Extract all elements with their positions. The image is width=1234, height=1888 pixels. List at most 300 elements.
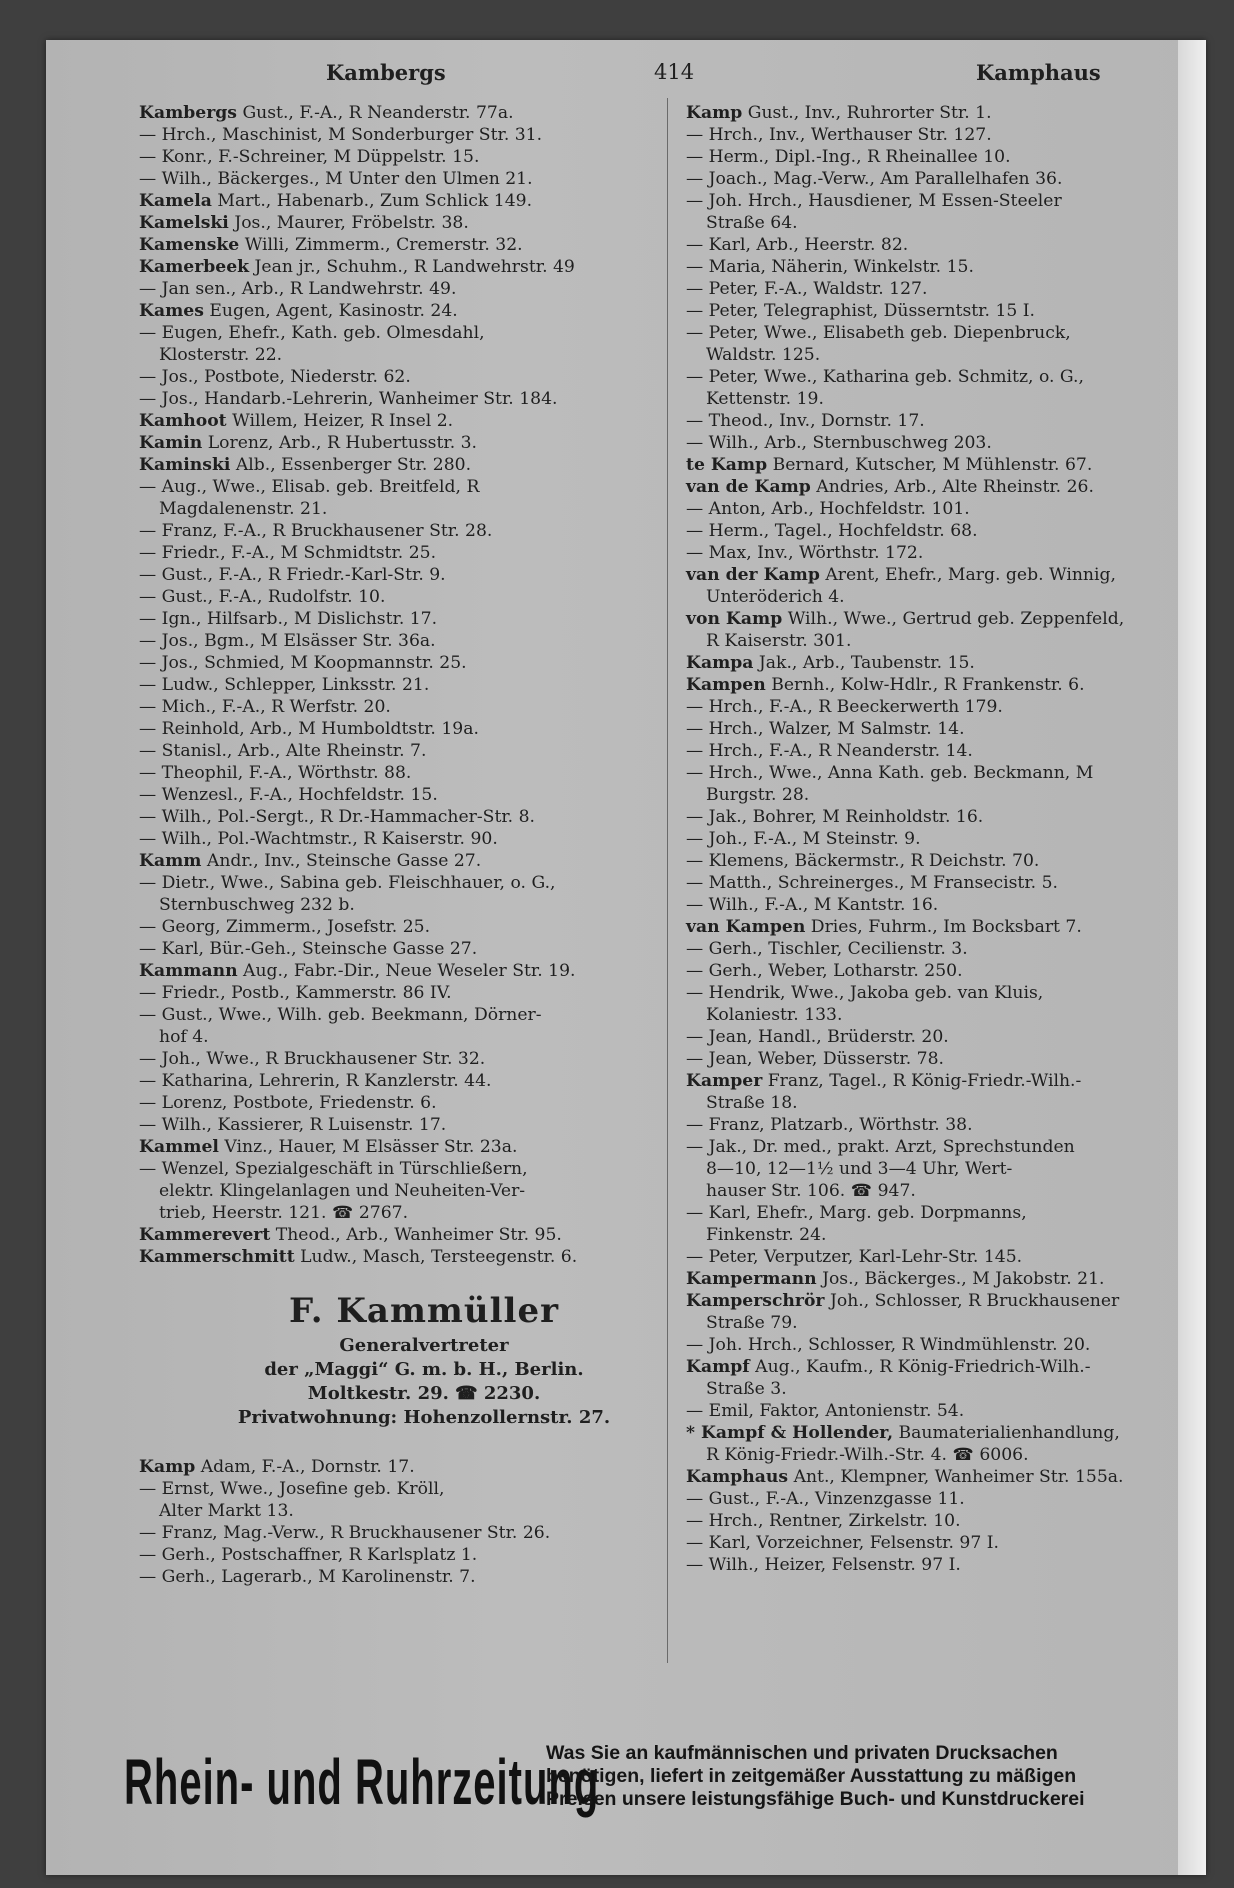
entry-details: — Hrch., Walzer, M Salmstr. 14. — [686, 719, 965, 739]
page-number: 414 — [654, 60, 695, 84]
entry-details: Theod., Arb., Wanheimer Str. 95. — [275, 1225, 562, 1245]
entry-details: — Max, Inv., Wörthstr. 172. — [686, 543, 924, 563]
directory-entry — [139, 674, 709, 696]
entry-surname: Kammerevert — [139, 1225, 271, 1245]
entry-details: Gust., F.-A., R Neanderstr. 77a. — [242, 103, 514, 123]
directory-entry — [139, 520, 709, 542]
entry-details: Sternbuschweg 232 b. — [159, 895, 355, 915]
entry-details: — Peter, Wwe., Elisabeth geb. Diepenbruck, — [686, 323, 1071, 343]
directory-entry — [139, 784, 709, 806]
entry-details: — Klemens, Bäckermstr., R Deichstr. 70. — [686, 851, 1040, 871]
directory-entry — [686, 1466, 1206, 1488]
directory-entry — [139, 740, 709, 762]
entry-details: — Theod., Inv., Dornstr. 17. — [686, 411, 925, 431]
entry-details: — Franz, Platzarb., Wörthstr. 38. — [686, 1115, 973, 1135]
entry-surname: Kamela — [139, 191, 212, 211]
entry-details: — Herm., Tagel., Hochfeldstr. 68. — [686, 521, 978, 541]
directory-entry — [139, 498, 709, 520]
entry-details: — Ign., Hilfsarb., M Dislichstr. 17. — [139, 609, 438, 629]
directory-entry — [686, 1268, 1206, 1290]
entry-details: — Karl, Arb., Heerstr. 82. — [686, 235, 909, 255]
directory-entry — [139, 1522, 709, 1544]
footer-newspaper-title: Rhein- und Ruhrzeitung — [124, 1748, 600, 1819]
directory-entry — [686, 762, 1206, 784]
entry-details: — Georg, Zimmerm., Josefstr. 25. — [139, 917, 431, 937]
entry-surname: Kamper — [686, 1071, 763, 1091]
directory-entry — [686, 190, 1206, 212]
directory-entry — [139, 1456, 709, 1478]
directory-entry — [686, 1136, 1206, 1158]
entry-surname: von Kamp — [686, 609, 783, 629]
entry-details: Bernh., Kolw-Hdlr., R Frankenstr. 6. — [771, 675, 1085, 695]
entry-details: — Franz, Mag.-Verw., R Bruckhausener Str. 26. — [139, 1523, 551, 1543]
directory-entry — [139, 608, 709, 630]
entry-details: Straße 79. — [706, 1313, 798, 1333]
advertisement — [139, 1288, 709, 1430]
entry-details: — Reinhold, Arb., M Humboldtstr. 19a. — [139, 719, 479, 739]
directory-entry — [686, 828, 1206, 850]
entry-surname: Kammann — [139, 961, 238, 981]
entry-details: — Wilh., Pol.-Wachtmstr., R Kaiserstr. 90. — [139, 829, 498, 849]
entry-details: — Gerh., Tischler, Cecilienstr. 3. — [686, 939, 968, 959]
entry-details: Kettenstr. 19. — [706, 389, 824, 409]
footer-line-2: benötigen, liefert in zeitgemäßer Ausstattung zu mäßigen — [546, 1765, 1077, 1787]
entry-details: — Katharina, Lehrerin, R Kanzlerstr. 44. — [139, 1071, 492, 1091]
entry-details: Ludw., Masch, Tersteegenstr. 6. — [300, 1247, 578, 1267]
entry-surname: * Kampf & Hollender, — [686, 1423, 894, 1443]
entry-details: — Emil, Faktor, Antonienstr. 54. — [686, 1401, 965, 1421]
directory-entry — [139, 542, 709, 564]
directory-entry — [139, 1114, 709, 1136]
directory-entry — [686, 652, 1206, 674]
right-entries — [686, 102, 1206, 1576]
entry-details: — Ernst, Wwe., Josefine geb. Kröll, — [139, 1479, 445, 1499]
directory-entry — [139, 146, 709, 168]
entry-details: — Gust., F.-A., Vinzenzgasse 11. — [686, 1489, 965, 1509]
directory-entry — [686, 410, 1206, 432]
directory-entry — [686, 1026, 1206, 1048]
entry-details: — Peter, Telegraphist, Düsserntstr. 15 I. — [686, 301, 1036, 321]
entry-details: Mart., Habenarb., Zum Schlick 149. — [217, 191, 533, 211]
directory-entry — [686, 300, 1206, 322]
directory-entry — [686, 1378, 1206, 1400]
entry-details: Straße 18. — [706, 1093, 798, 1113]
directory-entry — [686, 388, 1206, 410]
entry-surname: van Kampen — [686, 917, 806, 937]
entry-surname: Kamhoot — [139, 411, 227, 431]
entry-details: Aug., Fabr.-Dir., Neue Weseler Str. 19. — [243, 961, 576, 981]
directory-entry — [686, 1422, 1206, 1444]
directory-entry — [686, 586, 1206, 608]
entry-details: — Hrch., Wwe., Anna Kath. geb. Beckmann, M — [686, 763, 1094, 783]
entry-details: — Hrch., F.-A., R Neanderstr. 14. — [686, 741, 973, 761]
directory-entry — [139, 410, 709, 432]
directory-entry — [686, 432, 1206, 454]
directory-entry — [686, 1048, 1206, 1070]
header-left-keyword: Kambergs — [326, 60, 446, 85]
directory-entry — [686, 476, 1206, 498]
entry-details: — Jos., Postbote, Niederstr. 62. — [139, 367, 411, 387]
entry-details: Unteröderich 4. — [706, 587, 845, 607]
directory-entry — [139, 1478, 709, 1500]
entry-surname: Kampermann — [686, 1269, 817, 1289]
directory-entry — [139, 1224, 709, 1246]
directory-entry — [139, 1202, 709, 1224]
directory-entry — [686, 630, 1206, 652]
directory-entry — [139, 234, 709, 256]
directory-entry — [686, 1400, 1206, 1422]
entry-details: — Jean, Handl., Brüderstr. 20. — [686, 1027, 949, 1047]
entry-details: — Maria, Näherin, Winkelstr. 15. — [686, 257, 974, 277]
entry-details: Dries, Fuhrm., Im Bocksbart 7. — [810, 917, 1082, 937]
entry-details: — Wenzel, Spezialgeschäft in Türschließern, — [139, 1159, 528, 1179]
left-entries-continued — [139, 1456, 709, 1588]
entry-details: Jean jr., Schuhm., R Landwehrstr. 49 — [254, 257, 575, 277]
entry-details: Lorenz, Arb., R Hubertusstr. 3. — [207, 433, 478, 453]
entry-details: — Joach., Mag.-Verw., Am Parallelhafen 36. — [686, 169, 1063, 189]
entry-details: — Hrch., Maschinist, M Sonderburger Str. 31. — [139, 125, 543, 145]
directory-entry — [139, 1180, 709, 1202]
directory-entry — [686, 234, 1206, 256]
entry-details: — Karl, Ehefr., Marg. geb. Dorpmanns, — [686, 1203, 1027, 1223]
entry-details: — Wilh., F.-A., M Kantstr. 16. — [686, 895, 939, 915]
directory-entry — [686, 718, 1206, 740]
directory-entry — [139, 1544, 709, 1566]
directory-entry — [139, 938, 709, 960]
directory-entry — [686, 1554, 1206, 1576]
entry-details: — Matth., Schreinerges., M Fransecistr. 5. — [686, 873, 1058, 893]
left-entries — [139, 102, 709, 1268]
entry-details: — Theophil, F.-A., Wörthstr. 88. — [139, 763, 412, 783]
directory-entry — [139, 124, 709, 146]
entry-details: — Jak., Dr. med., prakt. Arzt, Sprechstunden — [686, 1137, 1075, 1157]
directory-entry — [139, 1004, 709, 1026]
directory-entry — [686, 102, 1206, 124]
directory-entry — [686, 1312, 1206, 1334]
directory-entry — [686, 894, 1206, 916]
directory-entry — [139, 278, 709, 300]
entry-details: Straße 64. — [706, 213, 798, 233]
entry-details: — Gerh., Lagerarb., M Karolinenstr. 7. — [139, 1567, 476, 1587]
header-right-keyword: Kamphaus — [976, 60, 1101, 85]
entry-details: Andr., Inv., Steinsche Gasse 27. — [206, 851, 482, 871]
directory-entry — [139, 344, 709, 366]
directory-entry — [139, 806, 709, 828]
directory-entry — [686, 784, 1206, 806]
directory-entry — [139, 652, 709, 674]
entry-details: hof 4. — [159, 1027, 209, 1047]
directory-entry — [686, 564, 1206, 586]
entry-details: — Gerh., Postschaffner, R Karlsplatz 1. — [139, 1545, 478, 1565]
directory-entry — [686, 1224, 1206, 1246]
entry-details: Baumaterialienhandlung, — [898, 1423, 1120, 1443]
entry-details: Joh., Schlosser, R Bruckhausener — [829, 1291, 1120, 1311]
entry-surname: Kammel — [139, 1137, 219, 1157]
directory-entry — [139, 1246, 709, 1268]
directory-entry — [139, 476, 709, 498]
entry-details: Adam, F.-A., Dornstr. 17. — [200, 1457, 415, 1477]
entry-details: Waldstr. 125. — [706, 345, 821, 365]
entry-details: — Peter, Wwe., Katharina geb. Schmitz, o. G., — [686, 367, 1084, 387]
entry-details: — Jos., Schmied, M Koopmannstr. 25. — [139, 653, 467, 673]
entry-details: Bernard, Kutscher, M Mühlenstr. 67. — [772, 455, 1093, 475]
directory-entry — [139, 212, 709, 234]
directory-entry — [686, 1290, 1206, 1312]
directory-entry — [139, 1566, 709, 1588]
entry-details: — Jos., Handarb.-Lehrerin, Wanheimer Str. 184. — [139, 389, 558, 409]
entry-surname: Kamin — [139, 433, 203, 453]
entry-surname: Kaminski — [139, 455, 231, 475]
entry-surname: Kampa — [686, 653, 754, 673]
entry-details: Klosterstr. 22. — [159, 345, 283, 365]
entry-details: — Karl, Vorzeichner, Felsenstr. 97 I. — [686, 1533, 999, 1553]
directory-entry — [686, 1202, 1206, 1224]
entry-surname: Kamp — [139, 1457, 196, 1477]
entry-details: R König-Friedr.-Wilh.-Str. 4. ☎ 6006. — [706, 1445, 1029, 1465]
entry-details: Andries, Arb., Alte Rheinstr. 26. — [816, 477, 1094, 497]
entry-details: — Wilh., Heizer, Felsenstr. 97 I. — [686, 1555, 961, 1575]
ad-line-1: Generalvertreter — [339, 1335, 509, 1356]
entry-details: hauser Str. 106. ☎ 947. — [706, 1181, 916, 1201]
entry-surname: te Kamp — [686, 455, 768, 475]
directory-entry — [686, 1070, 1206, 1092]
entry-details: — Jan sen., Arb., R Landwehrstr. 49. — [139, 279, 457, 299]
left-column — [139, 102, 709, 1588]
entry-details: Jak., Arb., Taubenstr. 15. — [758, 653, 975, 673]
entry-details: Jos., Bäckerges., M Jakobstr. 21. — [822, 1269, 1105, 1289]
entry-details: — Jos., Bgm., M Elsässer Str. 36a. — [139, 631, 436, 651]
entry-details: — Joh., F.-A., M Steinstr. 9. — [686, 829, 921, 849]
entry-surname: Kambergs — [139, 103, 237, 123]
entry-details: — Wilh., Arb., Sternbuschweg 203. — [686, 433, 992, 453]
entry-details: Finkenstr. 24. — [706, 1225, 827, 1245]
directory-entry — [686, 806, 1206, 828]
directory-entry — [139, 1048, 709, 1070]
directory-entry — [139, 1070, 709, 1092]
entry-surname: Kammerschmitt — [139, 1247, 295, 1267]
directory-entry — [686, 454, 1206, 476]
entry-details: — Ludw., Schlepper, Linksstr. 21. — [139, 675, 430, 695]
entry-details: Kolaniestr. 133. — [706, 1005, 843, 1025]
directory-entry — [686, 366, 1206, 388]
entry-details: — Joh. Hrch., Schlosser, R Windmühlenstr. 20. — [686, 1335, 1091, 1355]
entry-details: Jos., Maurer, Fröbelstr. 38. — [234, 213, 469, 233]
page-header — [46, 60, 1206, 90]
directory-entry — [686, 674, 1206, 696]
entry-details: — Konr., F.-Schreiner, M Düppelstr. 15. — [139, 147, 480, 167]
entry-details: Gust., Inv., Ruhrorter Str. 1. — [747, 103, 992, 123]
directory-entry — [139, 1092, 709, 1114]
entry-details: — Peter, Verputzer, Karl-Lehr-Str. 145. — [686, 1247, 1023, 1267]
entry-details: — Wenzesl., F.-A., Hochfeldstr. 15. — [139, 785, 438, 805]
directory-entry — [686, 124, 1206, 146]
ad-line-3: Moltkestr. 29. ☎ 2230. — [307, 1383, 541, 1404]
entry-details: — Joh., Wwe., R Bruckhausener Str. 32. — [139, 1049, 486, 1069]
entry-details: trieb, Heerstr. 121. ☎ 2767. — [159, 1203, 409, 1223]
entry-details: Franz, Tagel., R König-Friedr.-Wilh.- — [767, 1071, 1082, 1091]
directory-entry — [686, 256, 1206, 278]
directory-entry — [686, 1334, 1206, 1356]
directory-entry — [139, 894, 709, 916]
entry-details: R Kaiserstr. 301. — [706, 631, 852, 651]
directory-entry — [139, 1158, 709, 1180]
ad-line-2: der „Maggi“ G. m. b. H., Berlin. — [264, 1359, 584, 1380]
directory-entry — [686, 146, 1206, 168]
directory-entry — [139, 322, 709, 344]
entry-details: Eugen, Agent, Kasinostr. 24. — [209, 301, 458, 321]
entry-details: Alter Markt 13. — [159, 1501, 294, 1521]
entry-surname: Kamelski — [139, 213, 229, 233]
entry-details: Alb., Essenberger Str. 280. — [235, 455, 472, 475]
entry-details: — Gerh., Weber, Lotharstr. 250. — [686, 961, 963, 981]
entry-details: — Anton, Arb., Hochfeldstr. 101. — [686, 499, 970, 519]
directory-entry — [139, 586, 709, 608]
directory-entry — [686, 1180, 1206, 1202]
directory-entry — [686, 322, 1206, 344]
entry-surname: van der Kamp — [686, 565, 820, 585]
directory-entry — [686, 872, 1206, 894]
entry-details: Wilh., Wwe., Gertrud geb. Zeppenfeld, — [787, 609, 1125, 629]
directory-entry — [139, 1500, 709, 1522]
entry-details: — Mich., F.-A., R Werfstr. 20. — [139, 697, 391, 717]
directory-entry — [139, 1136, 709, 1158]
entry-details: — Wilh., Kassierer, R Luisenstr. 17. — [139, 1115, 447, 1135]
entry-surname: Kamenske — [139, 235, 240, 255]
entry-surname: Kamerbeek — [139, 257, 250, 277]
entry-details: — Friedr., F.-A., M Schmidtstr. 25. — [139, 543, 437, 563]
entry-details: Ant., Klempner, Wanheimer Str. 155a. — [793, 1467, 1124, 1487]
entry-details: Burgstr. 28. — [706, 785, 810, 805]
directory-entry — [139, 982, 709, 1004]
entry-details: — Aug., Wwe., Elisab. geb. Breitfeld, R — [139, 477, 480, 497]
directory-entry — [686, 278, 1206, 300]
footer-line-3: Preisen unsere leistungsfähige Buch- und Kunstdruckerei — [546, 1788, 1085, 1810]
directory-entry — [686, 212, 1206, 234]
entry-details: — Jean, Weber, Düsserstr. 78. — [686, 1049, 945, 1069]
entry-details: — Herm., Dipl.-Ing., R Rheinallee 10. — [686, 147, 1011, 167]
directory-entry — [139, 718, 709, 740]
entry-details: — Gust., F.-A., Rudolfstr. 10. — [139, 587, 386, 607]
directory-entry — [686, 982, 1206, 1004]
directory-entry — [686, 960, 1206, 982]
directory-entry — [139, 366, 709, 388]
directory-entry — [686, 1488, 1206, 1510]
entry-details: 8—10, 12—1½ und 3—4 Uhr, Wert- — [706, 1159, 1013, 1179]
entry-details: — Stanisl., Arb., Alte Rheinstr. 7. — [139, 741, 427, 761]
directory-entry — [686, 696, 1206, 718]
directory-entry — [139, 850, 709, 872]
directory-entry — [139, 454, 709, 476]
directory-entry — [139, 432, 709, 454]
directory-entry — [686, 916, 1206, 938]
directory-entry — [686, 344, 1206, 366]
entry-details: Vinz., Hauer, M Elsässer Str. 23a. — [224, 1137, 518, 1157]
entry-surname: van de Kamp — [686, 477, 811, 497]
entry-details: — Hendrik, Wwe., Jakoba geb. van Kluis, — [686, 983, 1044, 1003]
footer-advert — [106, 1740, 1206, 1850]
entry-details: Aug., Kaufm., R König-Friedrich-Wilh.- — [755, 1357, 1091, 1377]
entry-details: — Wilh., Bäckerges., M Unter den Ulmen 21. — [139, 169, 533, 189]
entry-details: — Hrch., F.-A., R Beeckerwerth 179. — [686, 697, 1003, 717]
directory-entry — [139, 828, 709, 850]
directory-entry — [139, 1026, 709, 1048]
directory-entry — [686, 1158, 1206, 1180]
directory-entry — [139, 564, 709, 586]
directory-entry — [686, 938, 1206, 960]
directory-entry — [686, 1532, 1206, 1554]
entry-details: — Dietr., Wwe., Sabina geb. Fleischhauer, o. G., — [139, 873, 556, 893]
directory-entry — [139, 102, 709, 124]
directory-entry — [139, 762, 709, 784]
directory-entry — [686, 1092, 1206, 1114]
directory-entry — [686, 542, 1206, 564]
entry-details: — Lorenz, Postbote, Friedenstr. 6. — [139, 1093, 437, 1113]
directory-entry — [686, 1356, 1206, 1378]
directory-entry — [686, 608, 1206, 630]
footer-line-1: Was Sie an kaufmännischen und privaten Drucksachen — [546, 1742, 1058, 1764]
entry-details: — Peter, F.-A., Waldstr. 127. — [686, 279, 928, 299]
entry-details: — Jak., Bohrer, M Reinholdstr. 16. — [686, 807, 984, 827]
entry-surname: Kamp — [686, 103, 743, 123]
entry-details: — Karl, Bür.-Geh., Steinsche Gasse 27. — [139, 939, 478, 959]
entry-details: — Wilh., Pol.-Sergt., R Dr.-Hammacher-Str. 8. — [139, 807, 535, 827]
directory-entry — [139, 190, 709, 212]
directory-entry — [686, 1114, 1206, 1136]
directory-entry — [686, 850, 1206, 872]
directory-entry — [139, 388, 709, 410]
ad-firm-name: F. Kammüller — [288, 1291, 560, 1331]
directory-entry — [139, 168, 709, 190]
entry-details: — Eugen, Ehefr., Kath. geb. Olmesdahl, — [139, 323, 485, 343]
entry-surname: Kamphaus — [686, 1467, 789, 1487]
entry-details: Arent, Ehefr., Marg. geb. Winnig, — [825, 565, 1116, 585]
entry-surname: Kamperschrör — [686, 1291, 825, 1311]
entry-details: Straße 3. — [706, 1379, 787, 1399]
footer-text — [546, 1742, 1085, 1811]
directory-entry — [686, 1510, 1206, 1532]
entry-details: — Gust., Wwe., Wilh. geb. Beekmann, Dörner- — [139, 1005, 542, 1025]
entry-details: — Gust., F.-A., R Friedr.-Karl-Str. 9. — [139, 565, 446, 585]
directory-entry — [139, 696, 709, 718]
entry-surname: Kampen — [686, 675, 766, 695]
entry-details: — Hrch., Rentner, Zirkelstr. 10. — [686, 1511, 961, 1531]
directory-entry — [139, 630, 709, 652]
entry-details: Magdalenenstr. 21. — [159, 499, 328, 519]
entry-details: — Franz, F.-A., R Bruckhausener Str. 28. — [139, 521, 493, 541]
entry-details: — Friedr., Postb., Kammerstr. 86 IV. — [139, 983, 452, 1003]
directory-entry — [686, 1004, 1206, 1026]
directory-page — [46, 40, 1206, 1875]
entry-surname: Kampf — [686, 1357, 750, 1377]
directory-entry — [139, 256, 709, 278]
directory-entry — [686, 1246, 1206, 1268]
directory-entry — [139, 300, 709, 322]
ad-line-4: Privatwohnung: Hohenzollernstr. 27. — [237, 1407, 611, 1428]
directory-entry — [139, 960, 709, 982]
directory-entry — [686, 1444, 1206, 1466]
directory-entry — [686, 498, 1206, 520]
entry-surname: Kamm — [139, 851, 202, 871]
directory-entry — [686, 168, 1206, 190]
entry-details: — Joh. Hrch., Hausdiener, M Essen-Steeler — [686, 191, 1062, 211]
entry-surname: Kames — [139, 301, 204, 321]
entry-details: Willi, Zimmerm., Cremerstr. 32. — [244, 235, 523, 255]
directory-entry — [139, 916, 709, 938]
directory-entry — [139, 872, 709, 894]
entry-details: — Hrch., Inv., Werthauser Str. 127. — [686, 125, 992, 145]
right-column — [686, 102, 1206, 1576]
entry-details: elektr. Klingelanlagen und Neuheiten-Ver- — [159, 1181, 526, 1201]
